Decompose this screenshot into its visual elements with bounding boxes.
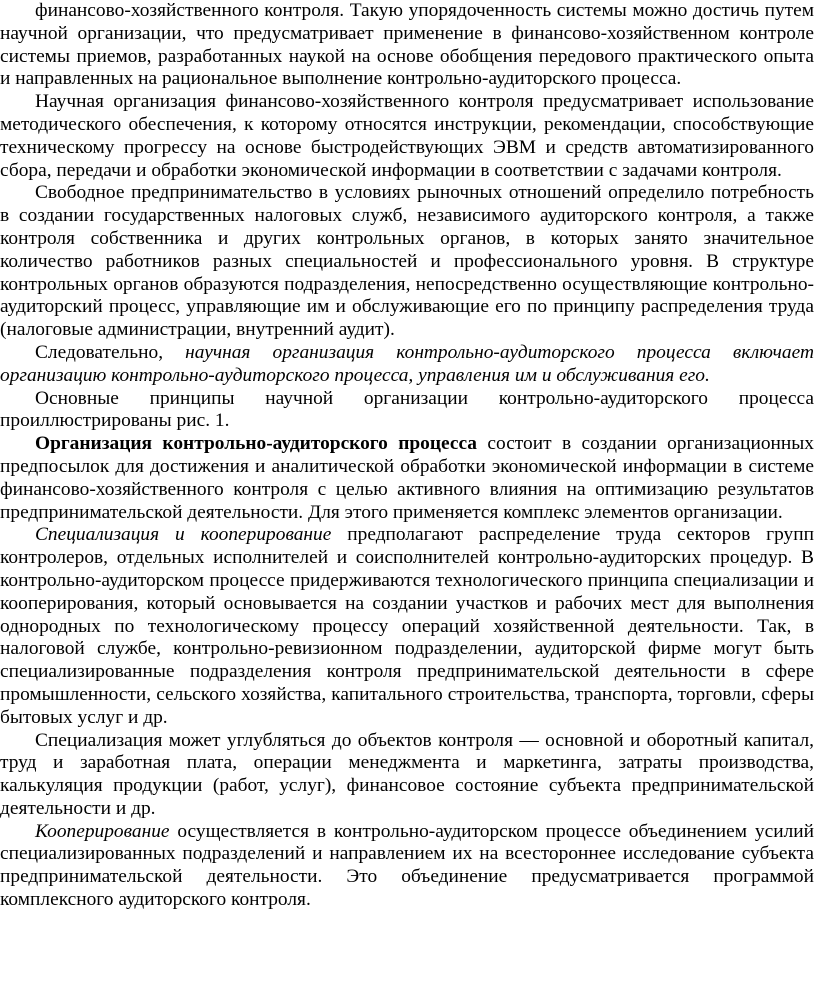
paragraph-cooperation (0, 821, 814, 912)
paragraph-body-text: состоит в создании организационных предпосылок для достижения и аналитической обработки экономической информации в системе финансово-хозяйственного контроля с целью активного влияния на оптимизацию результатов предпринимательской деятельности. Для этого применяется комплекс элементов организации. (0, 433, 814, 523)
paragraph-principles: Основные принципы научной организации контрольно-аудиторского процесса проиллюстрированы рис. 1. (0, 387, 814, 432)
paragraph-specialization-cooperation (0, 524, 814, 729)
paragraph-organization (0, 433, 814, 524)
paragraph-continuation: финансово-хозяйственного контроля. Такую упорядоченность системы можно достичь путем научной организации, что предусматривает применение в финансово-хозяйственном контроле системы приемов, разработанных наукой на основе обобщения передового практического опыта и направленных на рациональное выполнение контрольно-аудиторского процесса. (0, 0, 814, 90)
paragraph-specialization-depth: Специализация может углубляться до объектов контроля — основной и оборотный капитал, труд и заработная плата, операции менеджмента и маркетинга, затраты производства, калькуляция продукции (работ, услуг), финансовое состояние субъекта предпринимательской деятельности и др. (0, 729, 814, 819)
paragraph-scientific-organization: Научная организация финансово-хозяйственного контроля предусматривает использование методического обеспечения, к которому относятся инструкции, рекомендации, способствующие техническому прогрессу на основе быстродействующих ЭВМ и средств автоматизированного сбора, передачи и обработки экономической информации в соответствии с задачами контроля. (0, 91, 814, 181)
paragraph-body-text: предполагают распределение труда секторов групп контролеров, отдельных исполнителей и соисполнителей контрольно-аудиторских процедур. В контрольно-аудиторском процессе придерживаются технологического принципа специализации и кооперирования, который основывается на создании участков и рабочих мест для выполнения однородных по технологическому процессу операций хозяйственной деятельности. Так, в налоговой службе, контрольно-ревизионном подразделении, аудиторской фирме могут быть специализированные подразделения контроля предпринимательской деятельности в сфере промышленности, сельского хозяйства, капитального строительства, транспорта, торговли, сферы бытовых услуг и др. (0, 524, 814, 728)
paragraph-consequently (0, 342, 814, 388)
paragraph-body-text: осуществляется в контрольно-аудиторском процессе объединением усилий специализированных подразделений и направлением их на всестороннее исследование субъекта предпринимательской деятельности. Это объединение предусматривается программой комплексного аудиторского контроля. (0, 820, 814, 911)
paragraph-lead-text: Следовательно, (35, 341, 186, 363)
paragraph-italic-term: Специализация и кооперирование (35, 524, 332, 546)
paragraph-free-enterprise: Свободное предпринимательство в условиях рыночных отношений определило потребность в создании государственных налоговых служб, независимого аудиторского контроля, а также контроля собственника и других контрольных органов, в которых занято значительное количество работников разных специальностей и профессионального уровня. В структуре контрольных органов образуются подразделения, непосредственно осуществляющие контрольно-аудиторский процесс, управляющие им и обслуживающие его по принципу распределения труда (налоговые администрации, внутренний аудит). (0, 182, 814, 341)
paragraph-italic-statement: научная организация контрольно-аудиторского процесса включает организацию контрольно-аудиторского процесса, управления им и обслуживания его. (0, 341, 814, 386)
paragraph-bold-term: Организация контрольно-аудиторского процесса (35, 433, 478, 455)
paragraph-italic-term: Кооперирование (35, 820, 170, 842)
